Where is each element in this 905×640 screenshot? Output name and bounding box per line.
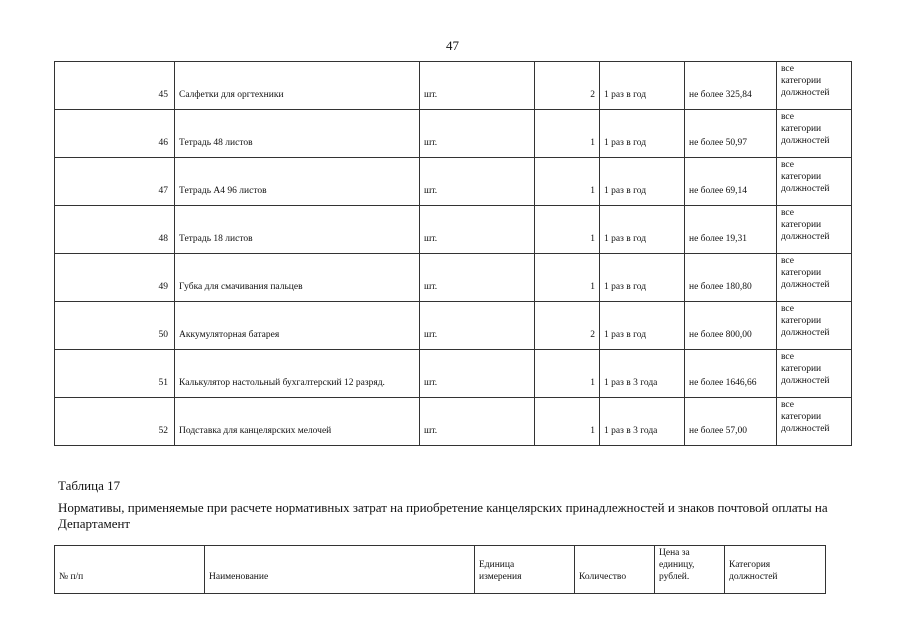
item-category bbox=[777, 254, 852, 302]
table-row bbox=[55, 206, 852, 254]
item-category-line: категории bbox=[781, 268, 822, 278]
item-category bbox=[777, 62, 852, 110]
item-category-line: должностей bbox=[781, 328, 830, 338]
header-qty: Количество bbox=[575, 546, 655, 594]
item-category bbox=[777, 206, 852, 254]
row-number: 45 bbox=[55, 62, 175, 110]
header-row bbox=[55, 546, 826, 594]
item-frequency: 1 раз в 3 года bbox=[600, 350, 685, 398]
item-quantity: 1 bbox=[535, 254, 600, 302]
item-category-line: должностей bbox=[781, 280, 830, 290]
header-name: Наименование bbox=[205, 546, 475, 594]
item-unit: шт. bbox=[420, 350, 535, 398]
item-unit: шт. bbox=[420, 398, 535, 446]
page-number: 47 bbox=[446, 38, 459, 53]
item-category bbox=[777, 110, 852, 158]
item-name: Губка для смачивания пальцев bbox=[175, 254, 420, 302]
item-frequency: 1 раз в год bbox=[600, 254, 685, 302]
item-price: не более 19,31 bbox=[685, 206, 777, 254]
item-category-line: категории bbox=[781, 220, 822, 230]
item-category-line: должностей bbox=[781, 424, 830, 434]
header-category-line: Категория bbox=[729, 560, 771, 570]
item-name: Калькулятор настольный бухгалтерский 12 разряд. bbox=[175, 350, 420, 398]
item-price: не более 69,14 bbox=[685, 158, 777, 206]
item-unit: шт. bbox=[420, 110, 535, 158]
header-price-line: рублей. bbox=[659, 572, 690, 582]
table-row bbox=[55, 110, 852, 158]
table17-header bbox=[54, 545, 826, 594]
item-unit: шт. bbox=[420, 206, 535, 254]
table-title: Нормативы, применяемые при расчете нормативных затрат на приобретение канцелярских принадлежностей и знаков почтовой оплаты на Департамент bbox=[58, 500, 828, 531]
item-price: не более 57,00 bbox=[685, 398, 777, 446]
table-row bbox=[55, 254, 852, 302]
item-name: Салфетки для оргтехники bbox=[175, 62, 420, 110]
item-name: Тетрадь А4 96 листов bbox=[175, 158, 420, 206]
item-category-line: категории bbox=[781, 412, 822, 422]
item-unit: шт. bbox=[420, 254, 535, 302]
item-frequency: 1 раз в год bbox=[600, 206, 685, 254]
row-number: 48 bbox=[55, 206, 175, 254]
item-unit: шт. bbox=[420, 158, 535, 206]
item-price: не более 50,97 bbox=[685, 110, 777, 158]
item-price: не более 180,80 bbox=[685, 254, 777, 302]
header-unit bbox=[475, 546, 575, 594]
header-category-line: должностей bbox=[729, 572, 778, 582]
item-category-line: категории bbox=[781, 172, 822, 182]
header-num: № п/п bbox=[55, 546, 205, 594]
item-category-line: все bbox=[781, 304, 794, 314]
item-category bbox=[777, 350, 852, 398]
item-category-line: должностей bbox=[781, 136, 830, 146]
item-price: не более 1646,66 bbox=[685, 350, 777, 398]
item-category bbox=[777, 302, 852, 350]
item-frequency: 1 раз в год bbox=[600, 158, 685, 206]
item-category-line: все bbox=[781, 160, 794, 170]
item-category-line: категории bbox=[781, 316, 822, 326]
table-row bbox=[55, 158, 852, 206]
item-price: не более 325,84 bbox=[685, 62, 777, 110]
item-quantity: 2 bbox=[535, 302, 600, 350]
item-category-line: все bbox=[781, 64, 794, 74]
item-category-line: категории bbox=[781, 364, 822, 374]
item-category-line: должностей bbox=[781, 184, 830, 194]
item-category-line: все bbox=[781, 112, 794, 122]
item-category-line: все bbox=[781, 256, 794, 266]
item-quantity: 1 bbox=[535, 398, 600, 446]
row-number: 47 bbox=[55, 158, 175, 206]
table-label: Таблица 17 bbox=[58, 478, 121, 493]
item-category-line: должностей bbox=[781, 376, 830, 386]
item-quantity: 2 bbox=[535, 62, 600, 110]
table-row bbox=[55, 350, 852, 398]
header-price-line: Цена за bbox=[659, 548, 690, 558]
header-category bbox=[725, 546, 826, 594]
header-unit-line: Единица bbox=[479, 560, 515, 570]
row-number: 46 bbox=[55, 110, 175, 158]
items-table bbox=[54, 61, 852, 446]
header-price bbox=[655, 546, 725, 594]
item-category-line: должностей bbox=[781, 88, 830, 98]
header-price-line: единицу, bbox=[659, 560, 695, 570]
item-name: Тетрадь 48 листов bbox=[175, 110, 420, 158]
item-frequency: 1 раз в год bbox=[600, 62, 685, 110]
item-category-line: все bbox=[781, 400, 794, 410]
row-number: 51 bbox=[55, 350, 175, 398]
item-name: Тетрадь 18 листов bbox=[175, 206, 420, 254]
row-number: 49 bbox=[55, 254, 175, 302]
item-category-line: категории bbox=[781, 124, 822, 134]
item-quantity: 1 bbox=[535, 110, 600, 158]
item-unit: шт. bbox=[420, 302, 535, 350]
table-row bbox=[55, 398, 852, 446]
item-name: Подставка для канцелярских мелочей bbox=[175, 398, 420, 446]
item-frequency: 1 раз в год bbox=[600, 302, 685, 350]
item-category-line: все bbox=[781, 352, 794, 362]
item-category bbox=[777, 158, 852, 206]
item-quantity: 1 bbox=[535, 158, 600, 206]
item-category bbox=[777, 398, 852, 446]
item-category-line: категории bbox=[781, 76, 822, 86]
item-frequency: 1 раз в 3 года bbox=[600, 398, 685, 446]
item-name: Аккумуляторная батарея bbox=[175, 302, 420, 350]
item-frequency: 1 раз в год bbox=[600, 110, 685, 158]
item-category-line: все bbox=[781, 208, 794, 218]
item-quantity: 1 bbox=[535, 350, 600, 398]
row-number: 52 bbox=[55, 398, 175, 446]
item-unit: шт. bbox=[420, 62, 535, 110]
row-number: 50 bbox=[55, 302, 175, 350]
table-row bbox=[55, 62, 852, 110]
header-unit-line: измерения bbox=[479, 572, 522, 582]
item-category-line: должностей bbox=[781, 232, 830, 242]
table-row bbox=[55, 302, 852, 350]
item-price: не более 800,00 bbox=[685, 302, 777, 350]
item-quantity: 1 bbox=[535, 206, 600, 254]
